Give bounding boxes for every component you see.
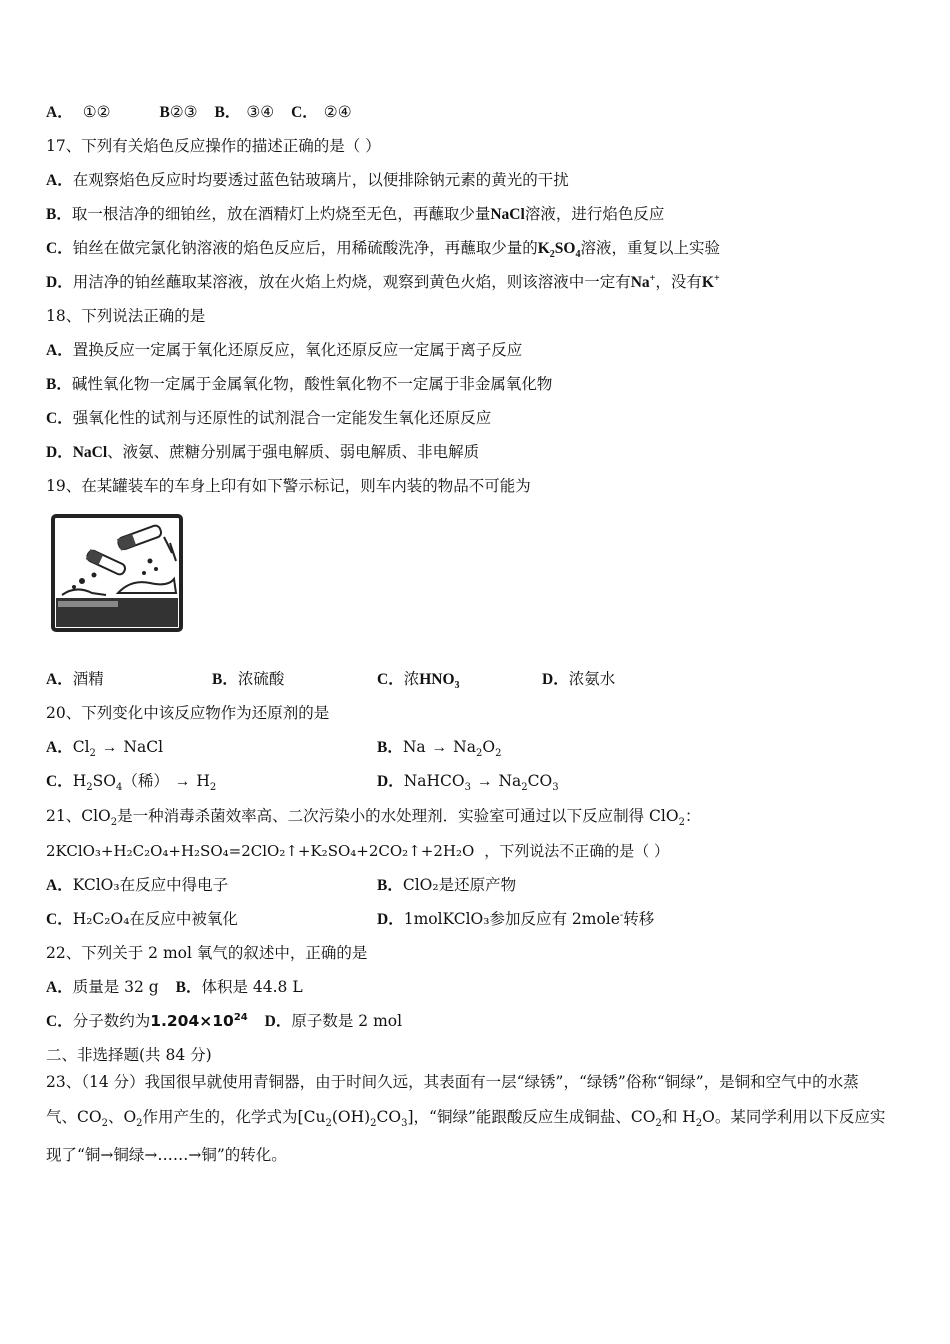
q20-option-a (46, 736, 163, 759)
q22-stem: 22、下列关于 2 mol 氧气的叙述中，正确的是 (46, 944, 368, 962)
option-label: C． (377, 671, 404, 688)
option-label: D． (264, 1013, 292, 1030)
option-label: B． (46, 206, 72, 223)
formula: $H_2$ (196, 772, 217, 794)
option-label: C． (46, 410, 73, 427)
option-label: C． (46, 1013, 73, 1030)
formula: $K_2SO_4$ (537, 240, 581, 261)
option-text: 1molKClO₃参加反应有 2mole-转移 (403, 909, 655, 928)
q16-options (46, 101, 352, 124)
option-text: 取一根洁净的细铂丝，放在酒精灯上灼烧至无色，再蘸取少量 (71, 205, 491, 223)
q20-option-d (377, 770, 559, 793)
q18-option-d (46, 441, 479, 464)
q19-option-d (542, 668, 615, 691)
corrosive-hazard-icon (46, 513, 188, 635)
option-text: 分子数约为 (72, 1012, 151, 1030)
option-label: C． (46, 773, 73, 790)
option-text: 原子数是 2 mol (291, 1012, 403, 1030)
arrow-icon: → (101, 739, 118, 756)
q22-options-cd (46, 1010, 402, 1033)
option-label: B． (377, 739, 403, 756)
q17-option-d (46, 271, 720, 294)
option-label: A． (46, 104, 73, 121)
option-label: A． (46, 172, 73, 189)
option-label: A． (46, 671, 73, 688)
arrow-icon: → (431, 739, 448, 756)
option-text: H₂C₂O₄在反应中被氧化 (72, 910, 238, 928)
option-text: ②③ (169, 103, 198, 121)
formula: NaHCO$_3$ (403, 772, 471, 794)
q17-stem: 17、下列有关焰色反应操作的描述正确的是（ ） (46, 137, 381, 155)
q21-equation (46, 840, 669, 862)
option-text: 浓 (403, 670, 420, 688)
option-text: KClO₃在反应中得电子 (72, 876, 229, 894)
formula: $HNO_3$ (419, 671, 460, 692)
q20-stem: 20、下列变化中该反应物作为还原剂的是 (46, 704, 330, 722)
q17-option-b (46, 203, 664, 226)
option-label: D． (46, 444, 73, 461)
option-text: ②④ (323, 103, 352, 121)
q23-line-3: 现了“铜→铜绿→……→铜”的转化。 (46, 1146, 287, 1164)
arrow-icon: → (174, 773, 191, 790)
q18-option-c (46, 407, 491, 430)
option-label: D． (542, 671, 569, 688)
option-label: B． (214, 104, 241, 121)
formula: 2KClO₃+H₂C₂O₄+H₂SO₄=2ClO₂↑+K₂SO₄+2CO₂↑+2H₂O (46, 842, 475, 860)
q21-option-b (377, 874, 516, 897)
option-text: 浓氨水 (568, 670, 616, 688)
option-label: D． (377, 773, 404, 790)
q21-option-d (377, 908, 654, 931)
q21-stem: 21、ClO$_2$是一种消毒杀菌效率高、二次污染小的水处理剂．实验室可通过以下反应制得 ClO$_2$： (46, 807, 701, 829)
option-label: A． (46, 979, 73, 996)
formula: Na+ (630, 272, 656, 291)
formula: NaCl (490, 206, 525, 223)
option-text: 置换反应一定属于氧化还原反应，氧化还原反应一定属于离子反应 (72, 341, 523, 359)
option-text: ，没有 (655, 273, 702, 291)
option-label: A． (46, 877, 73, 894)
q21-option-a (46, 874, 228, 897)
formula: $H_2SO_4$ (72, 772, 123, 794)
option-label: B． (212, 671, 238, 688)
q23-line-2: 气、$CO_2$、$O_2$作用产生的，化学式为$[Cu_2(OH)_2CO_3]$，“铜绿”能跟酸反应生成铜盐、$CO_2$和 $H_2O$。某同学利用以下反应实 (46, 1108, 886, 1130)
q17-option-a (46, 169, 569, 192)
option-label: C． (46, 911, 73, 928)
option-text: 酒精 (72, 670, 104, 688)
formula: NaCl (72, 444, 108, 461)
option-text: 浓硫酸 (237, 670, 285, 688)
formula: $Na_2O_2$ (453, 738, 502, 760)
option-text: 碱性氧化物一定属于金属氧化物，酸性氧化物不一定属于非金属氧化物 (71, 375, 553, 393)
option-text: 强氧化性的试剂与还原性的试剂混合一定能发生氧化还原反应 (72, 409, 492, 427)
q22-options-ab (46, 976, 303, 999)
q19-option-a (46, 668, 104, 691)
option-label: B． (46, 376, 72, 393)
option-text: 、液氨、蔗糖分别属于强电解质、弱电解质、非电解质 (107, 443, 480, 461)
option-label: C． (46, 240, 73, 257)
option-text: 体积是 44.8 L (201, 978, 303, 996)
q19-option-b (212, 668, 284, 691)
option-text: 铂丝在做完氯化钠溶液的焰色反应后，用稀硫酸洗净，再蘸取少量的 (72, 239, 538, 257)
q18-stem: 18、下列说法正确的是 (46, 307, 206, 325)
q17-option-c (46, 237, 720, 260)
formula: $Na_2CO_3$ (498, 772, 559, 794)
option-label: D． (46, 274, 73, 291)
formula: NaCl (123, 738, 164, 756)
formula: $1.204\times 10^{24}$ (150, 1011, 248, 1030)
option-label: D． (377, 911, 404, 928)
q21-option-c (46, 908, 238, 931)
option-text: ClO₂是还原产物 (402, 876, 517, 894)
option-text: ①② (82, 103, 111, 121)
option-text: 质量是 32 g (72, 978, 159, 996)
option-label: B． (175, 979, 202, 996)
q19-stem: 19、在某罐装车的车身上印有如下警示标记，则车内装的物品不可能为 (46, 477, 531, 495)
formula: Na (402, 738, 426, 756)
q18-option-a (46, 339, 522, 362)
arrow-icon: → (476, 773, 493, 790)
q21-stem-tail: ，下列说法不正确的是（ ） (484, 842, 670, 860)
option-label: C． (291, 104, 318, 121)
section-heading: 二、非选择题(共 84 分) (46, 1046, 212, 1064)
option-text: ③④ (246, 103, 275, 121)
formula: $Cl_2$ (72, 738, 96, 760)
option-label: B (159, 104, 170, 121)
q20-option-c (46, 770, 216, 793)
option-label: A． (46, 342, 73, 359)
q23-line-1: 23、（14 分）我国很早就使用青铜器，由于时间久远，其表面有一层“绿锈”，“绿锈”俗称“铜绿”，是铜和空气中的水蒸 (46, 1073, 859, 1091)
q18-option-b (46, 373, 552, 396)
formula: K+ (701, 272, 720, 291)
option-text: 溶液，重复以上实验 (580, 239, 720, 257)
option-text: （稀） (122, 772, 169, 790)
option-text: 在观察焰色反应时均要透过蓝色钴玻璃片，以便排除钠元素的黄光的干扰 (72, 171, 569, 189)
option-text: 溶液，进行焰色反应 (524, 205, 665, 223)
option-text: 用洁净的铂丝蘸取某溶液，放在火焰上灼烧，观察到黄色火焰，则该溶液中一定有 (72, 273, 631, 291)
option-label: A． (46, 739, 73, 756)
q20-option-b (377, 736, 501, 759)
corrosive-warning-sign (46, 513, 188, 635)
option-label: B． (377, 877, 403, 894)
q19-option-c (377, 668, 460, 691)
